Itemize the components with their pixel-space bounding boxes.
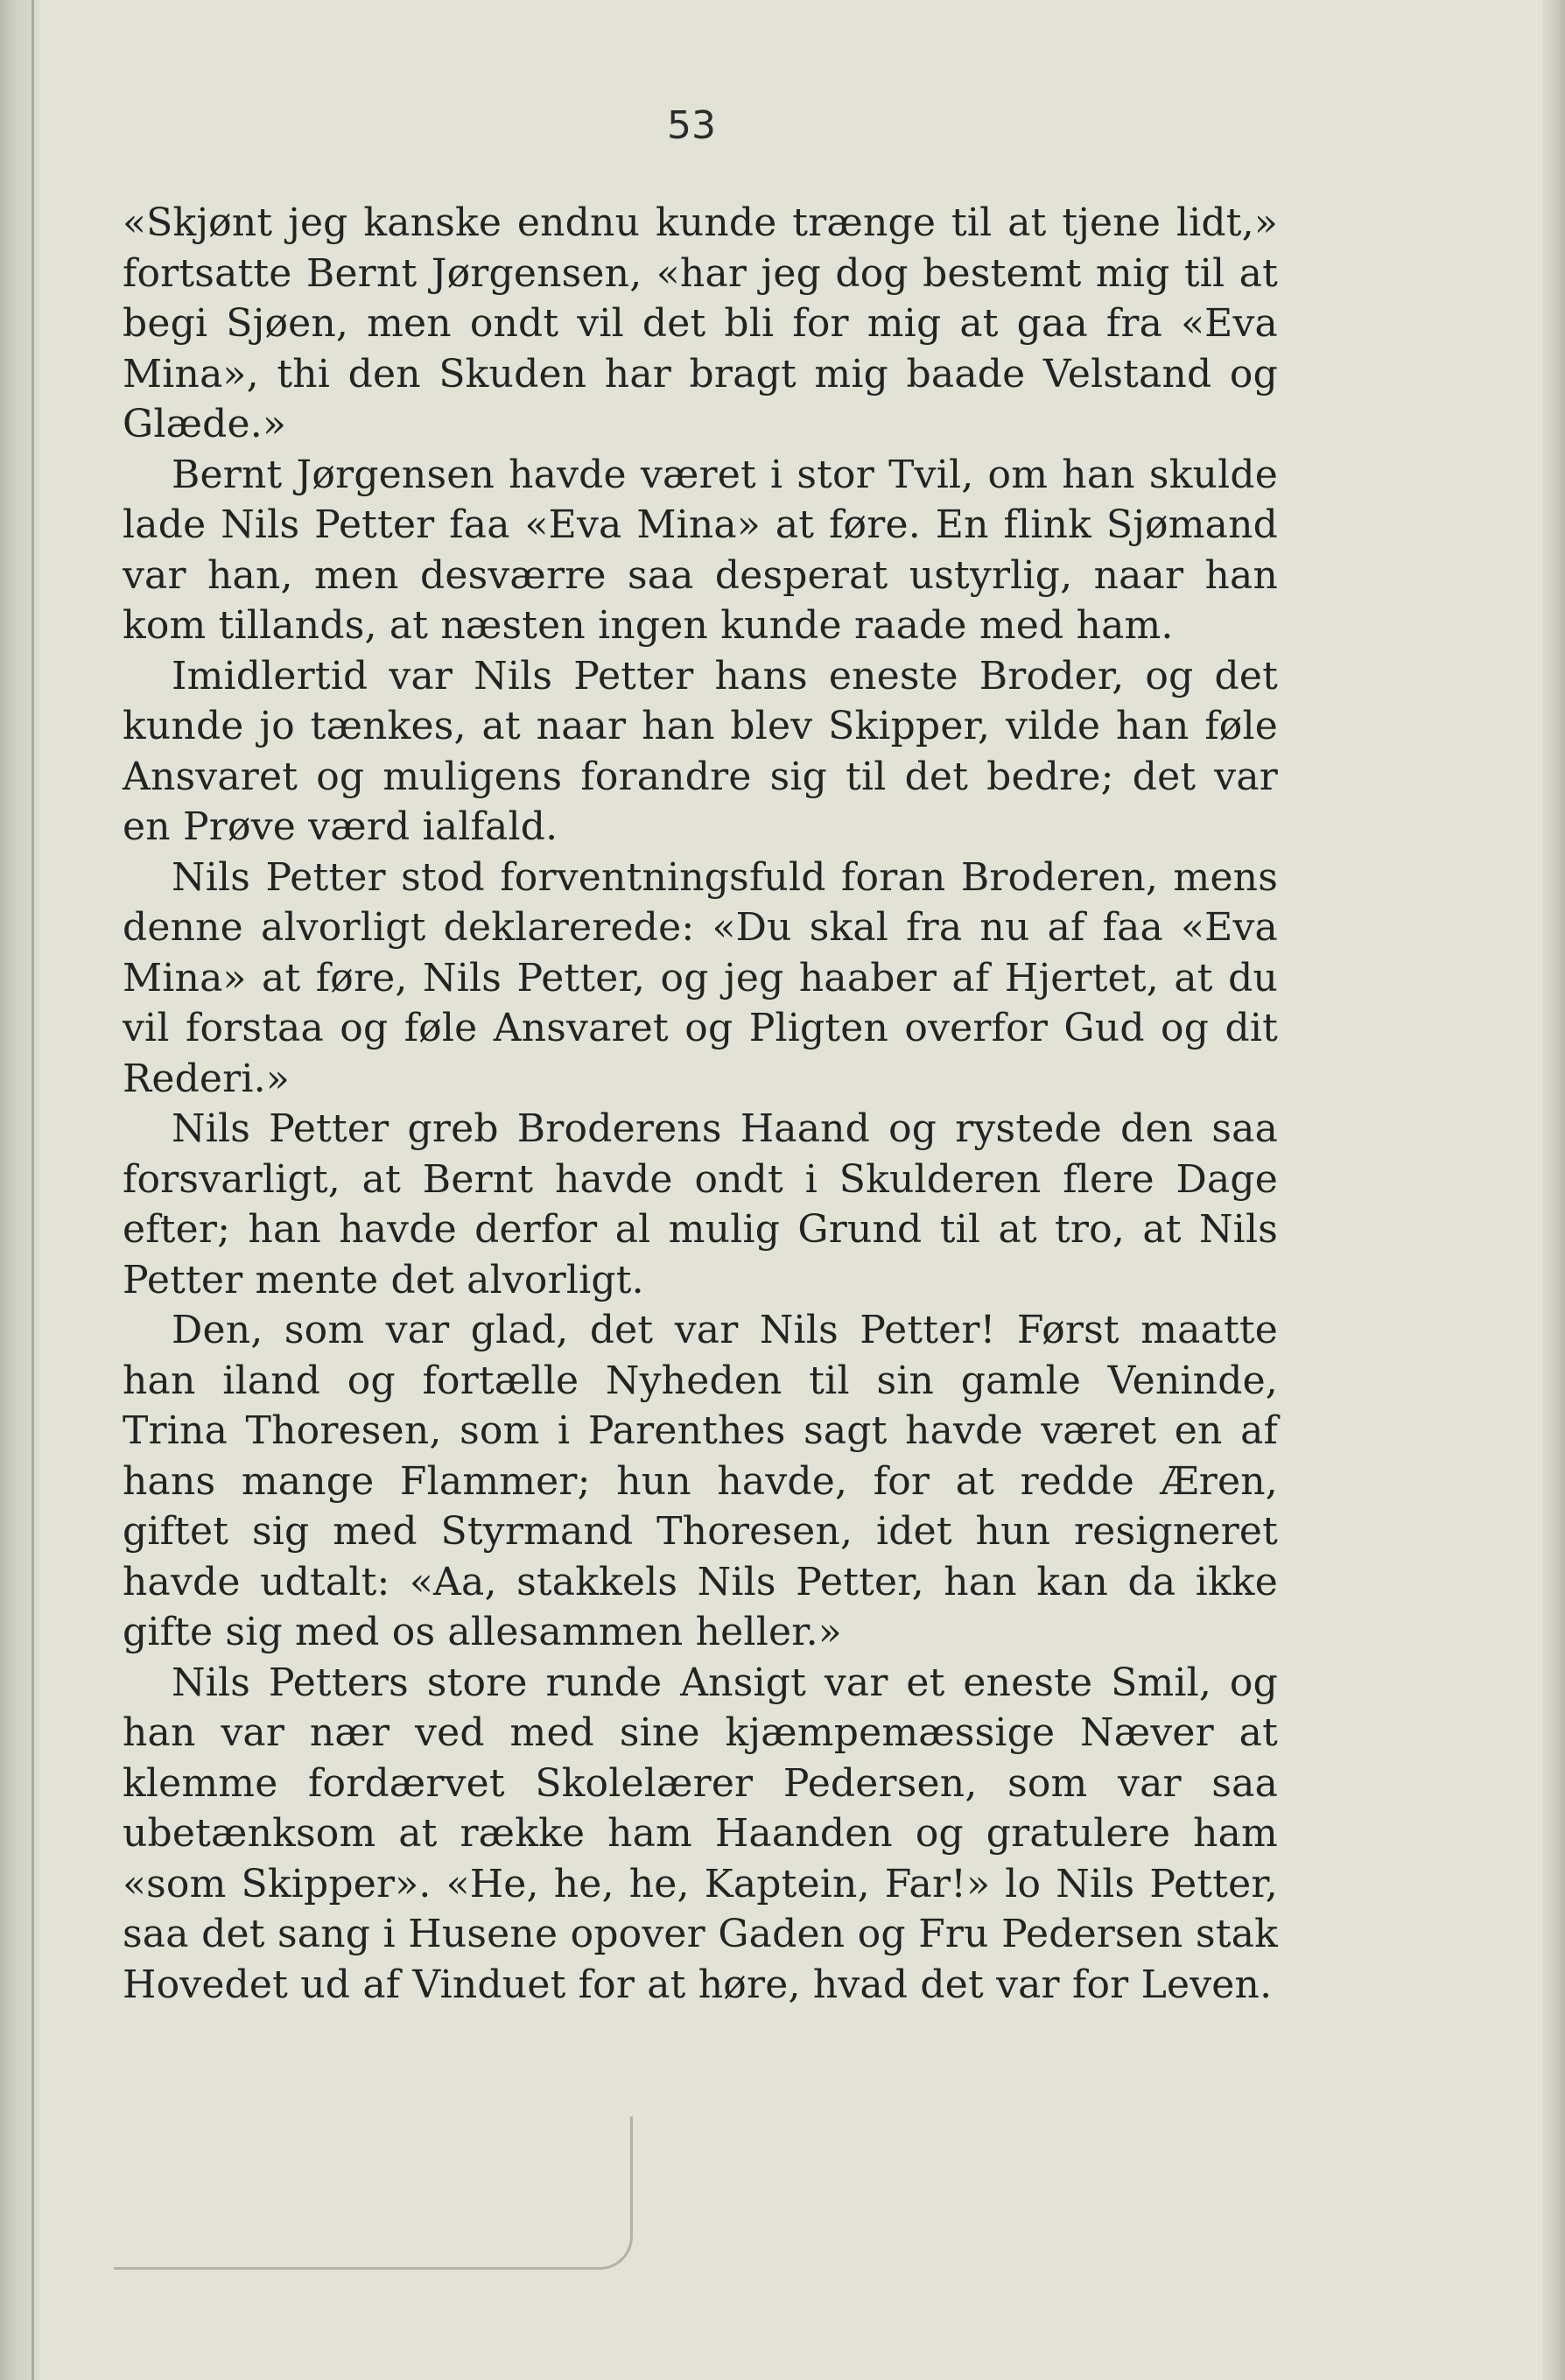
paragraph: Bernt Jørgensen havde været i stor Tvil, om han skulde lade Nils Petter faa «Eva Mina» at føre. En flink Sjømand var han, men desværre saa desperat ustyrlig, naar han kom tillands, at næsten ingen kunde raade med ham. (123, 452, 1278, 648)
binding-shadow (0, 0, 40, 2380)
page-edge (1542, 0, 1565, 2380)
page-number: 53 (667, 103, 716, 148)
spine-line (32, 0, 34, 2380)
paragraph: Nils Petter stod forventningsfuld foran Broderen, mens denne alvorligt deklarerede: «Du skal fra nu af faa «Eva Mina» at føre, Nils Petter, og jeg haaber af Hjertet, at du vil forstaa og føle Ansvaret og Pligten overfor Gud og dit Rederi.» (123, 854, 1278, 1101)
paragraph: Nils Petters store runde Ansigt var et eneste Smil, og han var nær ved med sine kjæmpemæssige Næver at klemme fordærvet Skolelærer Pedersen, som var saa ubetænksom at række ham Haanden og gratulere ham «som Skipper». «He, he, he, Kaptein, Far!» lo Nils Petter, saa det sang i Husene opover Gaden og Fru Pedersen stak Hovedet ud af Vinduet for at høre, hvad det var for Leven. (123, 1660, 1278, 2007)
paragraph: «Skjønt jeg kanske endnu kunde trænge til at tjene lidt,» fortsatte Bernt Jørgensen, «har jeg dog bestemt mig til at begi Sjøen, men ondt vil det bli for mig at gaa fra «Eva Mina», thi den Skuden har bragt mig baade Velstand og Glæde.» (123, 200, 1278, 446)
paragraph: Imidlertid var Nils Petter hans eneste Broder, og det kunde jo tænkes, at naar han blev Skipper, vilde han føle Ansvaret og muligens forandre sig til det bedre; det var en Prøve værd ialfald. (123, 653, 1278, 849)
body-text (123, 198, 1278, 2010)
paragraph: Nils Petter greb Broderens Haand og rystede den saa forsvarligt, at Bernt havde ondt i Skulderen flere Dage efter; han havde derfor al mulig Grund til at tro, at Nils Petter mente det alvorligt. (123, 1106, 1278, 1302)
paper-crease-mark (114, 2117, 633, 2270)
paragraph: Den, som var glad, det var Nils Petter! Først maatte han iland og fortælle Nyheden til sin gamle Veninde, Trina Thoresen, som i Parenthes sagt havde været en af hans mange Flammer; hun havde, for at redde Æren, giftet sig med Styrmand Thoresen, idet hun resigneret havde udtalt: «Aa, stakkels Nils Petter, han kan da ikke gifte sig med os allesammen heller.» (123, 1308, 1278, 1654)
